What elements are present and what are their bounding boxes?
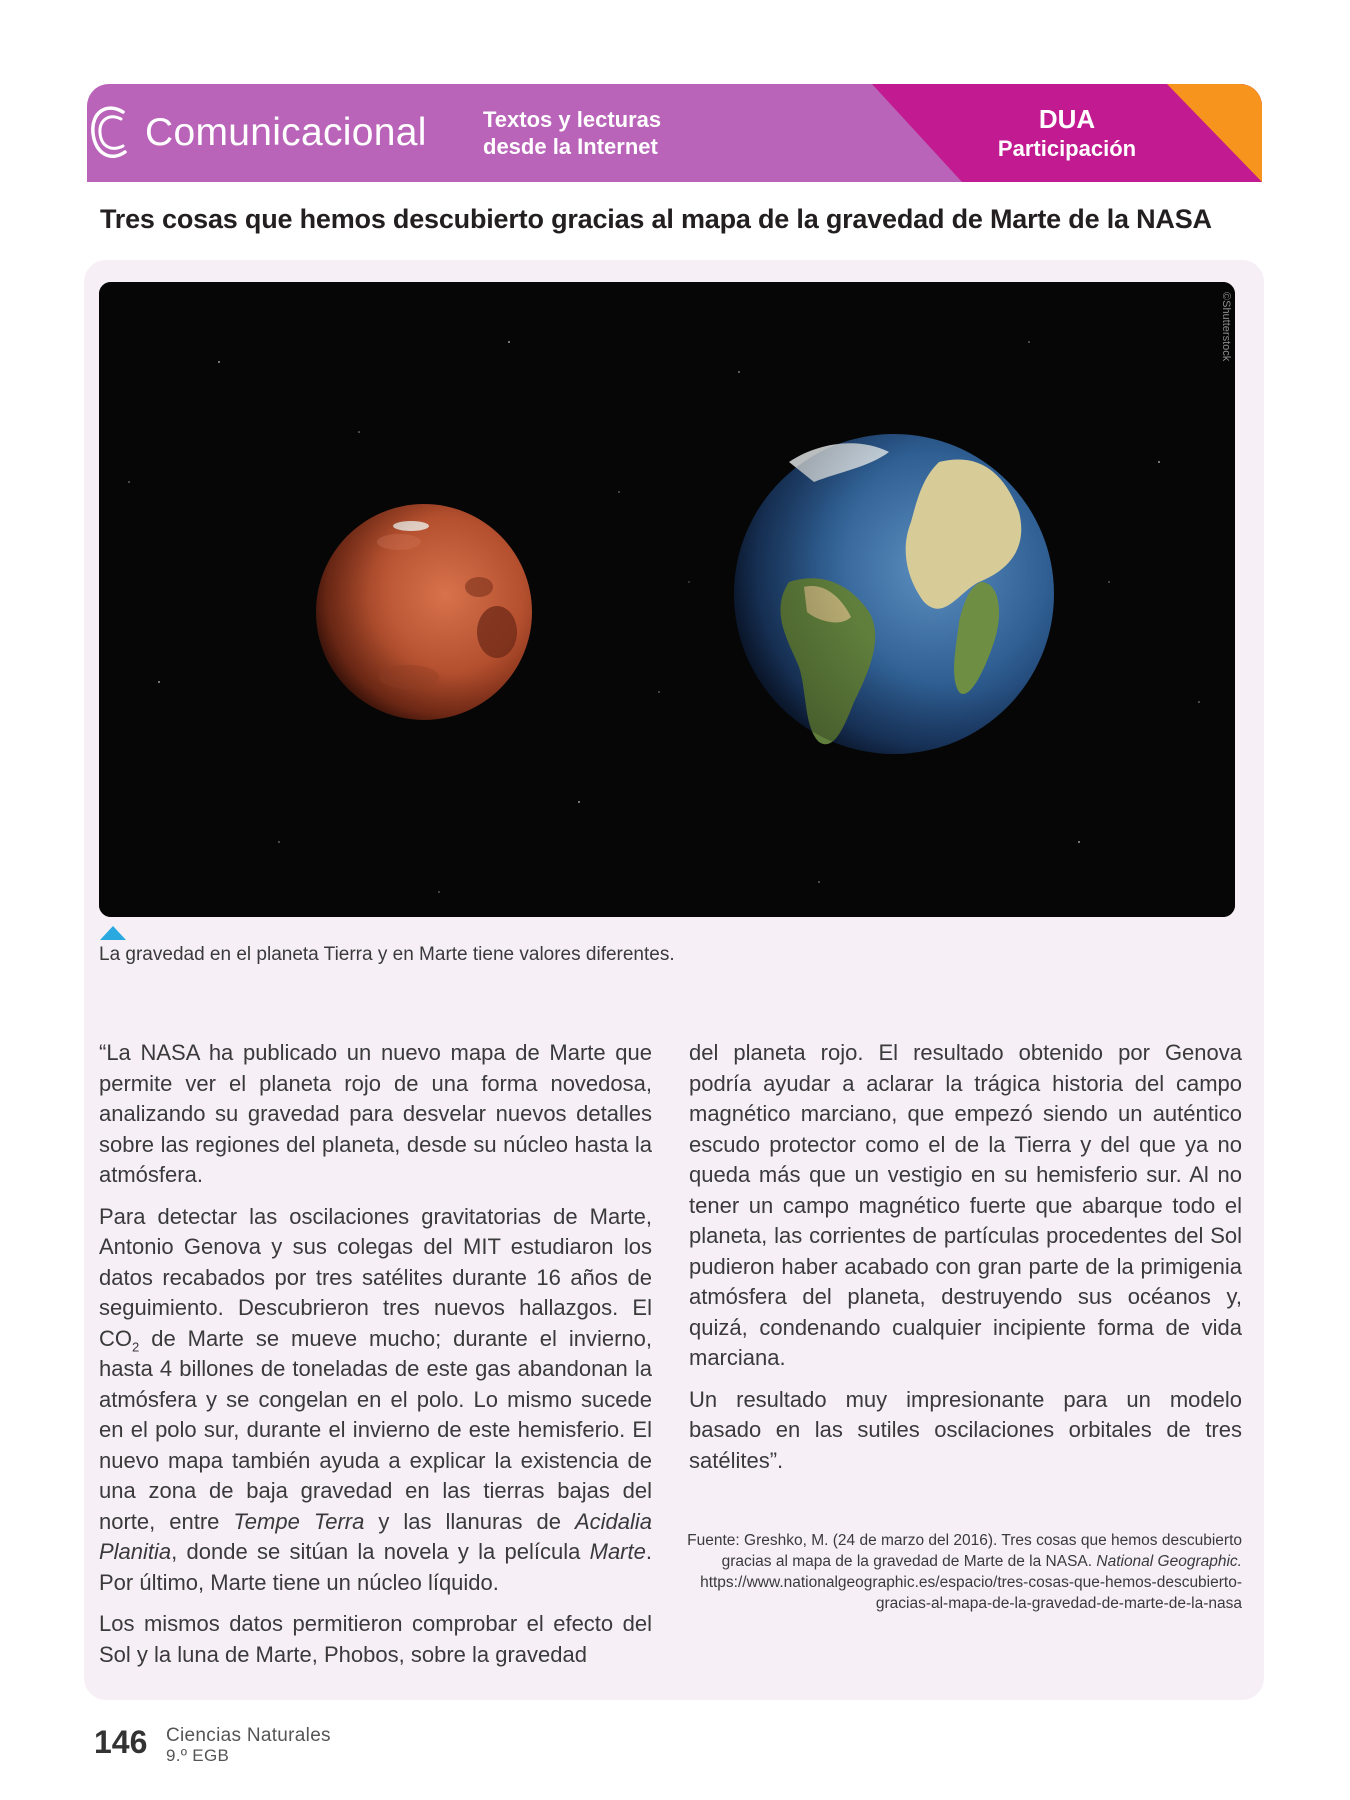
- dua-participation-label: Participación: [997, 136, 1137, 161]
- source-citation: Fuente: Greshko, M. (24 de marzo del 2016). Tres cosas que hemos descubierto gracias al mapa de la gravedad de Marte de la NASA. National Geographic. https://www.nationalgeographic.es/espacio/tres-cosas-que-hemos-descubierto-gracias-al-mapa-de-la-gravedad-de-marte-de-la-nasa: [687, 1532, 1242, 1612]
- article-paragraph-4: Un resultado muy impresionante para un modelo basado en las sutiles oscilaciones orbitales de tres satélites”.: [689, 1386, 1242, 1473]
- article-paragraph-3: Los mismos datos permitieron comprobar el efecto del Sol y la luna de Marte, Phobos, sobre la gravedad: [99, 1611, 652, 1667]
- earth-planet: [734, 434, 1054, 754]
- article-paragraph-1: “La NASA ha publicado un nuevo mapa de Marte que permite ver el planeta rojo de una forma novedosa, analizando su gravedad para desvelar nuevos detalles sobre las regiones del planeta, desde su núcleo hasta la atmósfera.: [99, 1040, 652, 1187]
- footer-grade: 9.º EGB: [166, 1746, 230, 1765]
- article-paragraph-3-continued: del planeta rojo. El resultado obtenido por Genova podría ayudar a aclarar la trágica historia del campo magnético marciano, que empezó siendo un auténtico escudo protector como el de la Tierra y del que ya no queda más que un vestigio en su hemisferio sur. Al no tener un campo magnético fuerte que abarque todo el planeta, las corrientes de partículas procedentes del Sol pudieron haber acabado con gran parte de la primigenia atmósfera del planeta, destruyendo sus océanos y, quizá, condenando cualquier incipiente forma de vida marciana.: [689, 1040, 1242, 1370]
- caption-triangle-icon: [100, 926, 126, 940]
- image-caption: La gravedad en el planeta Tierra y en Marte tiene valores diferentes.: [99, 944, 675, 965]
- article-column-left: [99, 1038, 652, 1681]
- mars-planet: [316, 504, 532, 720]
- banner-subtitle-line1: Textos y lecturas: [483, 107, 662, 132]
- article-paragraph-2: Para detectar las oscilaciones gravitatorias de Marte, Antonio Genova y sus colegas del MIT estudiaron los datos recabados por tres satélites durante 16 años de seguimiento. Descubrieron tres nuevos hallazgos. El $CO_2$ de Marte se mueve mucho; durante el invierno, hasta 4 billones de toneladas de este gas abandonan la atmósfera y se congelan en el polo. Lo mismo sucede en el polo sur, durante el invierno de este hemisferio. El nuevo mapa también ayuda a explicar la existencia de una zona de baja gravedad en las tierras bajas del norte, entre Tempe Terra y las llanuras de Acidalia Planitia, donde se sitúan la novela y la película Marte. Por último, Marte tiene un núcleo líquido.: [99, 1203, 652, 1595]
- mars-earth-image: [99, 282, 1235, 917]
- article-column-right: [689, 1038, 1242, 1487]
- section-banner: [87, 84, 1262, 182]
- dua-label: DUA: [1038, 104, 1096, 134]
- banner-subtitle: [483, 106, 661, 160]
- banner-subtitle-line2: desde la Internet: [483, 134, 658, 159]
- footer-subject: Ciencias Naturales: [166, 1725, 331, 1746]
- brand-title: Comunicacional: [145, 111, 427, 154]
- photo-credit: ©Shutterstock: [1220, 292, 1232, 362]
- page-title: Tres cosas que hemos descubierto gracias al mapa de la gravedad de Marte de la NASA: [100, 204, 1212, 234]
- page-number: 146: [94, 1724, 148, 1760]
- comunicacional-logo-icon: [87, 102, 133, 164]
